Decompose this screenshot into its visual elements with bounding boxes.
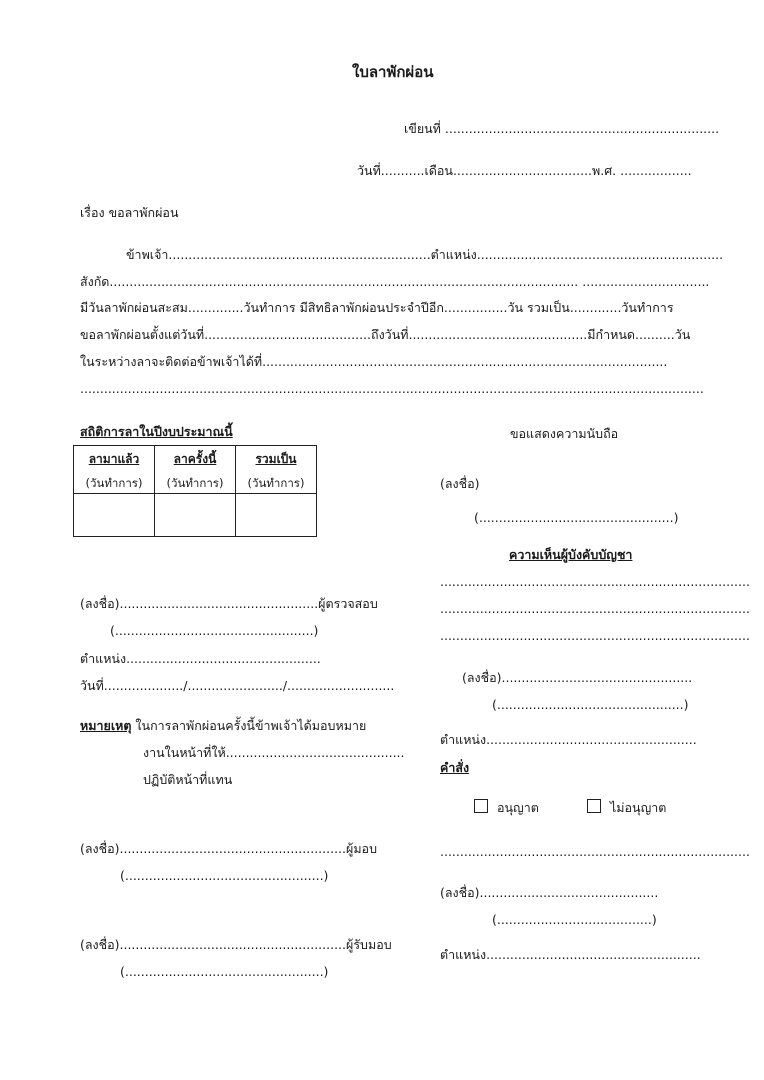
note-line-1	[80, 718, 366, 734]
supervisor-name-field[interactable]: (...............................................)	[492, 697, 689, 712]
deny-checkbox[interactable]	[587, 799, 601, 813]
note-label: หมายเหตุ	[80, 718, 132, 733]
contact-field[interactable]: ในระหว่างลาจะติดต่อข้าพเจ้าได้ที่......................................................................................................	[80, 354, 668, 369]
order-sign-field[interactable]: (ลงชื่อ).............................................	[440, 885, 659, 900]
checker-date-field[interactable]: วันที่..................../......................../...........................	[80, 678, 395, 693]
stats-heading: สถิติการลาในปีงบประมาณนี้	[80, 424, 233, 439]
col-this-time: ลาครั้งนี้ (วันทำการ)	[155, 446, 236, 494]
contact-field-2[interactable]: .............................................................................................................................................................	[80, 381, 704, 396]
supervisor-opinion-3[interactable]: ..............................................................................	[440, 628, 750, 643]
checker-name-field[interactable]: (..................................................)	[110, 623, 319, 638]
supervisor-opinion-2[interactable]: ..............................................................................	[440, 601, 750, 616]
cell-taken[interactable]	[74, 494, 155, 537]
col-taken: ลามาแล้ว (วันทำการ)	[74, 446, 155, 494]
respect-closing: ขอแสดงความนับถือ	[510, 426, 619, 441]
approve-label: อนุญาต	[497, 800, 539, 815]
supervisor-position-field[interactable]: ตำแหน่ง.....................................................	[440, 732, 697, 747]
leave-stats-table	[73, 445, 317, 537]
name-position-field[interactable]: ข้าพเจ้า..................................................................ตำแหน่ง..............................................................	[126, 247, 724, 262]
leave-period-field[interactable]: ขอลาพักผ่อนตั้งแต่วันที่..........................................ถึงวันที่.............................................มีกำหนด..........วัน	[80, 327, 691, 342]
note-text: ในการลาพักผ่อนครั้งนี้ข้าพเจ้าได้มอบหมาย	[131, 718, 367, 733]
supervisor-sign-field[interactable]: (ลงชื่อ)................................................	[462, 670, 693, 685]
affiliation-field[interactable]: สังกัด...................................................................................................................... ................................	[80, 274, 710, 289]
col-total: รวมเป็น (วันทำการ)	[236, 446, 317, 494]
subject-line: เรื่อง ขอลาพักผ่อน	[80, 205, 179, 220]
supervisor-heading: ความเห็นผู้บังคับบัญชา	[509, 547, 633, 562]
cell-this-time[interactable]	[155, 494, 236, 537]
deny-label: ไม่อนุญาต	[610, 800, 667, 815]
delegator-name-field[interactable]: (..................................................)	[120, 868, 329, 883]
form-title: ใบลาพักผ่อน	[352, 63, 434, 81]
checker-sign-field[interactable]: (ลงชื่อ)..................................................ผู้ตรวจสอบ	[80, 596, 378, 611]
applicant-sign-label: (ลงชื่อ)	[440, 476, 480, 491]
delegator-sign-field[interactable]: (ลงชื่อ).........................................................ผู้มอบ	[80, 841, 377, 856]
note-line-3: ปฏิบัติหน้าที่แทน	[143, 772, 233, 787]
order-position-field[interactable]: ตำแหน่ง......................................................	[440, 947, 701, 962]
approve-checkbox[interactable]	[474, 799, 488, 813]
cell-total[interactable]	[236, 494, 317, 537]
order-name-field[interactable]: (.......................................)	[492, 912, 657, 927]
order-heading: คำสั่ง	[440, 760, 470, 775]
delegate-field[interactable]: งานในหน้าที่ให้.............................................	[143, 745, 405, 760]
leave-balance-field[interactable]: มีวันลาพักผ่อนสะสม..............วันทำการ มีสิทธิลาพักผ่อนประจำปีอีก................วัน รวมเป็น.............วันทำการ	[80, 300, 674, 315]
checker-position-field[interactable]: ตำแหน่ง.................................................	[80, 651, 321, 666]
date-field[interactable]: วันที่...........เดือน...................................พ.ศ. ..................	[357, 163, 692, 178]
order-note-field[interactable]: ..............................................................................	[440, 844, 750, 859]
receiver-name-field[interactable]: (..................................................)	[120, 964, 329, 979]
supervisor-opinion-1[interactable]: ..............................................................................	[440, 574, 750, 589]
applicant-name-field[interactable]: (.................................................)	[474, 510, 679, 525]
receiver-sign-field[interactable]: (ลงชื่อ).........................................................ผู้รับมอบ	[80, 937, 392, 952]
written-at-field[interactable]: เขียนที่ .....................................................................	[404, 121, 720, 136]
